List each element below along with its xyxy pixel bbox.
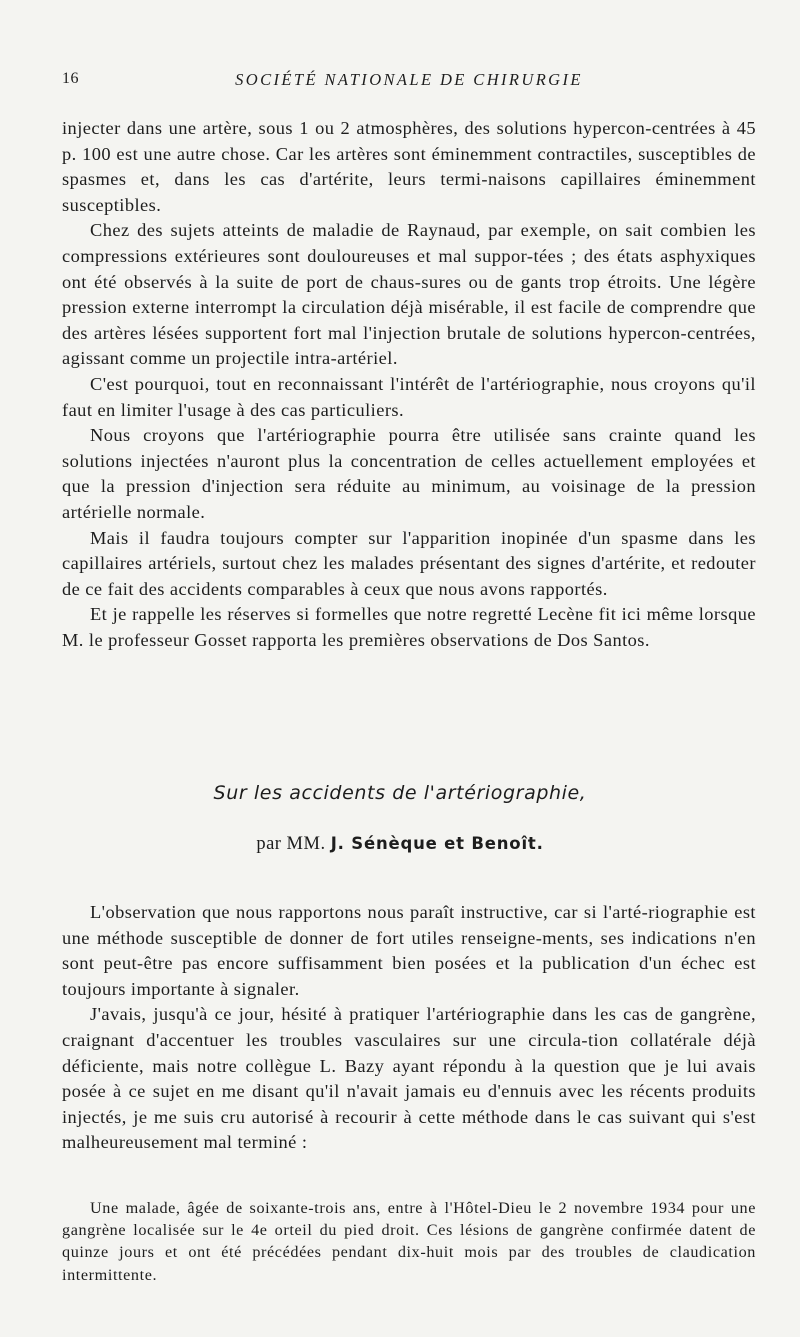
paragraph: L'observation que nous rapportons nous paraît instructive, car si l'arté-riographie est une méthode susceptible de donner de fort utiles renseigne-ments, ses indications n'en sont peut-être pas encore suffisamment bien posées et la publication d'un échec est toujours importante à signaler. (62, 902, 756, 999)
journal-title: SOCIÉTÉ NATIONALE DE CHIRURGIE (235, 70, 583, 89)
paragraph: Et je rappelle les réserves si formelles que notre regretté Lecène fit ici même lorsque M. le professeur Gosset rapporta les premières observations de Dos Santos. (62, 604, 756, 650)
running-header (62, 70, 756, 96)
paragraph: Nous croyons que l'artériographie pourra être utilisée sans crainte quand les solutions injectées n'auront plus la concentration de celles actuellement employées et que la pression d'injection sera réduite au minimum, au voisinage de la pression artérielle normale. (62, 425, 756, 522)
paragraph: C'est pourquoi, tout en reconnaissant l'intérêt de l'artériographie, nous croyons qu'il faut en limiter l'usage à des cas particuliers. (62, 373, 756, 420)
paragraph: J'avais, jusqu'à ce jour, hésité à pratiquer l'artériographie dans les cas de gangrène, craignant d'accentuer les troubles vasculaires sur une circula-tion collatérale déjà déficiente, mais notre collègue L. Bazy ayant répondu à la question que je lui avais posée à ce sujet en me disant qu'il n'avait jamais eu d'ennuis avec les récents produits injectés, je me suis cru autorisé à recourir à cette méthode dans le cas suivant qui s'est malheureusement mal terminé : (62, 1004, 756, 1153)
paragraph: injecter dans une artère, sous 1 ou 2 atmosphères, des solutions hypercon-centrées à 45 p. 100 est une autre chose. Car les artères sont éminemment contractiles, susceptibles de spasmes et, dans les cas d'artérite, leurs termi-naisons capillaires éminemment susceptibles. (62, 118, 756, 215)
paragraph: Chez des sujets atteints de maladie de Raynaud, par exemple, on sait combien les compressions extérieures sont douloureuses et mal suppor-tées ; des états asphyxiques ont été observés à la suite de port de chaus-sures ou de gants trop étroits. Une légère pression externe interrompt la circulation déjà misérable, il est facile de comprendre que des artères lésées supportent fort mal l'injection brutale de solutions hypercon-centrées, agissant comme un projectile intra-artériel. (62, 220, 756, 369)
article-byline (0, 834, 800, 855)
article-text (62, 900, 756, 1156)
byline-authors: J. Sénèque et Benoît. (330, 834, 544, 853)
discussion-text (62, 116, 756, 653)
page-number: 16 (62, 70, 79, 87)
byline-prefix: par MM. (256, 834, 326, 854)
paragraph: Mais il faudra toujours compter sur l'apparition inopinée d'un spasme dans les capillaires artériels, surtout chez les malades présentant des signes d'artérite, et redouter de ce fait des accidents comparables à ceux que nous avons rapportés. (62, 527, 756, 599)
article-title: Sur les accidents de l'artériographie, (213, 782, 587, 804)
case-note-text: Une malade, âgée de soixante-trois ans, entre à l'Hôtel-Dieu le 2 novembre 1934 pour une gangrène localisée sur le 4e orteil du pied droit. Ces lésions de gangrène confirmée datent de quinze jours et ont été précédées pendant dix-huit mois par des troubles de claudication intermittente. (62, 1199, 756, 1284)
case-observation (62, 1197, 756, 1286)
